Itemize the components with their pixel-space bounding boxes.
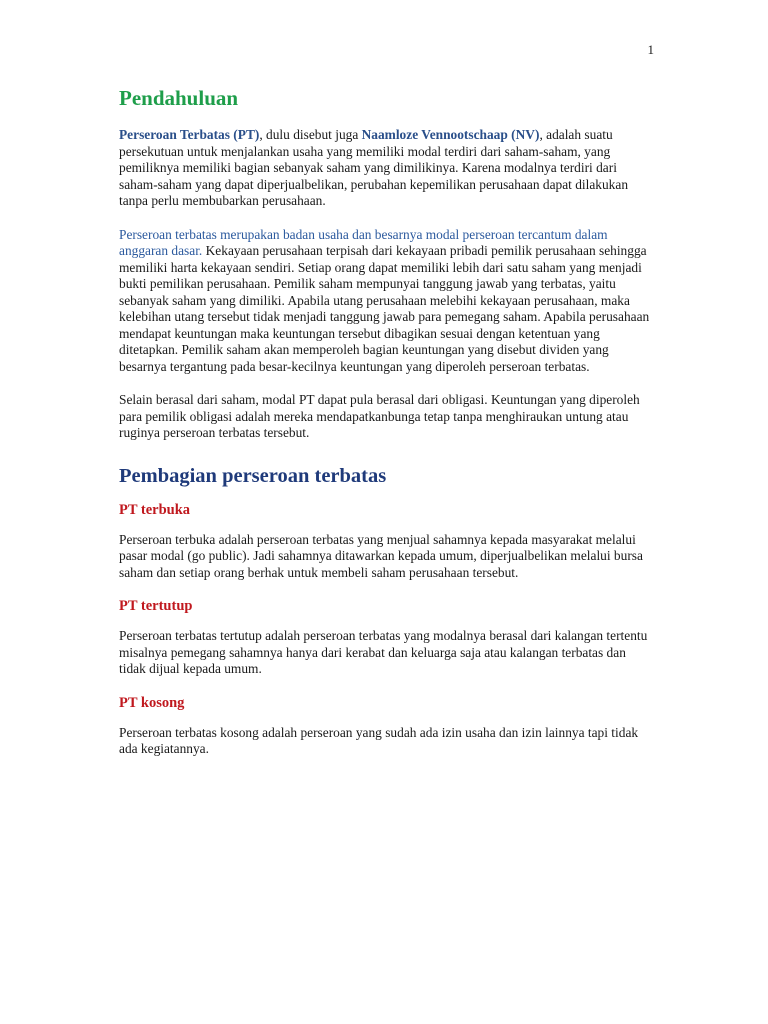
term-perseroan-terbatas: Perseroan Terbatas (PT) — [119, 127, 260, 142]
page-number: 1 — [647, 42, 654, 57]
division-heading: Pembagian perseroan terbatas — [119, 464, 387, 487]
intro-paragraph-3: Selain berasal dari saham, modal PT dapat pula berasal dari obligasi. Keuntungan yang diperoleh para pemilik obligasi adalah mereka mendapatkanbunga tetap tanpa menghiraukan untung atau ruginya perseroan terbatas tersebut. — [119, 392, 640, 440]
intro-text-1: , dulu disebut juga — [259, 127, 362, 142]
intro-paragraph-2-text: Kekayaan perusahaan terpisah dari kekayaan pribadi pemilik perusahaan sehingga memiliki harta kekayaan sendiri. Setiap orang dapat memiliki lebih dari satu saham yang menjadi bukti pemilikan perusahaan. Pemilik saham mempunyai tanggung jawab yang terbatas, yaitu sebanyak saham yang dimiliki. Apabila utang perusahaan melebihi kekayaan perusahaan, maka kelebihan utang tersebut tidak menjadi tanggung jawab para pemegang saham. Apabila perusahaan mendapat keuntungan maka keuntungan tersebut dibagikan sesuai dengan ketentuan yang ditetapkan. Pemilik saham akan memperoleh bagian keuntungan yang disebut dividen yang besarnya tergantung pada besar-kecilnya keuntungan yang diperoleh perseroan terbatas. — [119, 243, 650, 374]
pt-kosong-text: Perseroan terbatas kosong adalah perseroan yang sudah ada izin usaha dan izin lainnya tapi tidak ada kegiatannya. — [119, 724, 639, 756]
intro-paragraph-2 — [119, 227, 653, 376]
pt-terbuka-heading: PT terbuka — [119, 501, 191, 518]
document-body — [119, 86, 653, 775]
pt-tertutup-text: Perseroan terbatas tertutup adalah perseroan terbatas yang modalnya berasal dari kalangan tertentu misalnya pemegang sahamnya hanya dari kerabat dan keluarga saja atau kalangan terbatas dan tidak dijual kepada umum. — [119, 628, 648, 676]
intro-link-text[interactable]: Perseroan terbatas merupakan badan usaha dan besarnya modal perseroan tercantum dalam anggaran dasar. — [119, 226, 608, 258]
term-naamloze-vennootschap: Naamloze Vennootschaap (NV) — [361, 127, 540, 142]
intro-heading: Pendahuluan — [119, 86, 239, 110]
intro-text-2: , adalah suatu persekutuan untuk menjalankan usaha yang memiliki modal terdiri dari saham-saham, yang pemiliknya memiliki bagian sebanyak saham yang dimilikinya. Karena modalnya terdiri dari saham-saham yang dapat diperjualbelikan, perubahan kepemilikan perusahaan dapat dilakukan tanpa perlu membubarkan perusahaan. — [119, 127, 629, 208]
pt-terbuka-text: Perseroan terbuka adalah perseroan terbatas yang menjual sahamnya kepada masyarakat melalui pasar modal (go public). Jadi sahamnya ditawarkan kepada umum, diperjualbelikan melalui bursa saham dan setiap orang berhak untuk membeli saham perusahaan tersebut. — [119, 531, 643, 580]
pt-kosong-heading: PT kosong — [119, 694, 185, 711]
pt-tertutup-heading: PT tertutup — [119, 598, 193, 614]
intro-paragraph-1 — [119, 127, 653, 210]
